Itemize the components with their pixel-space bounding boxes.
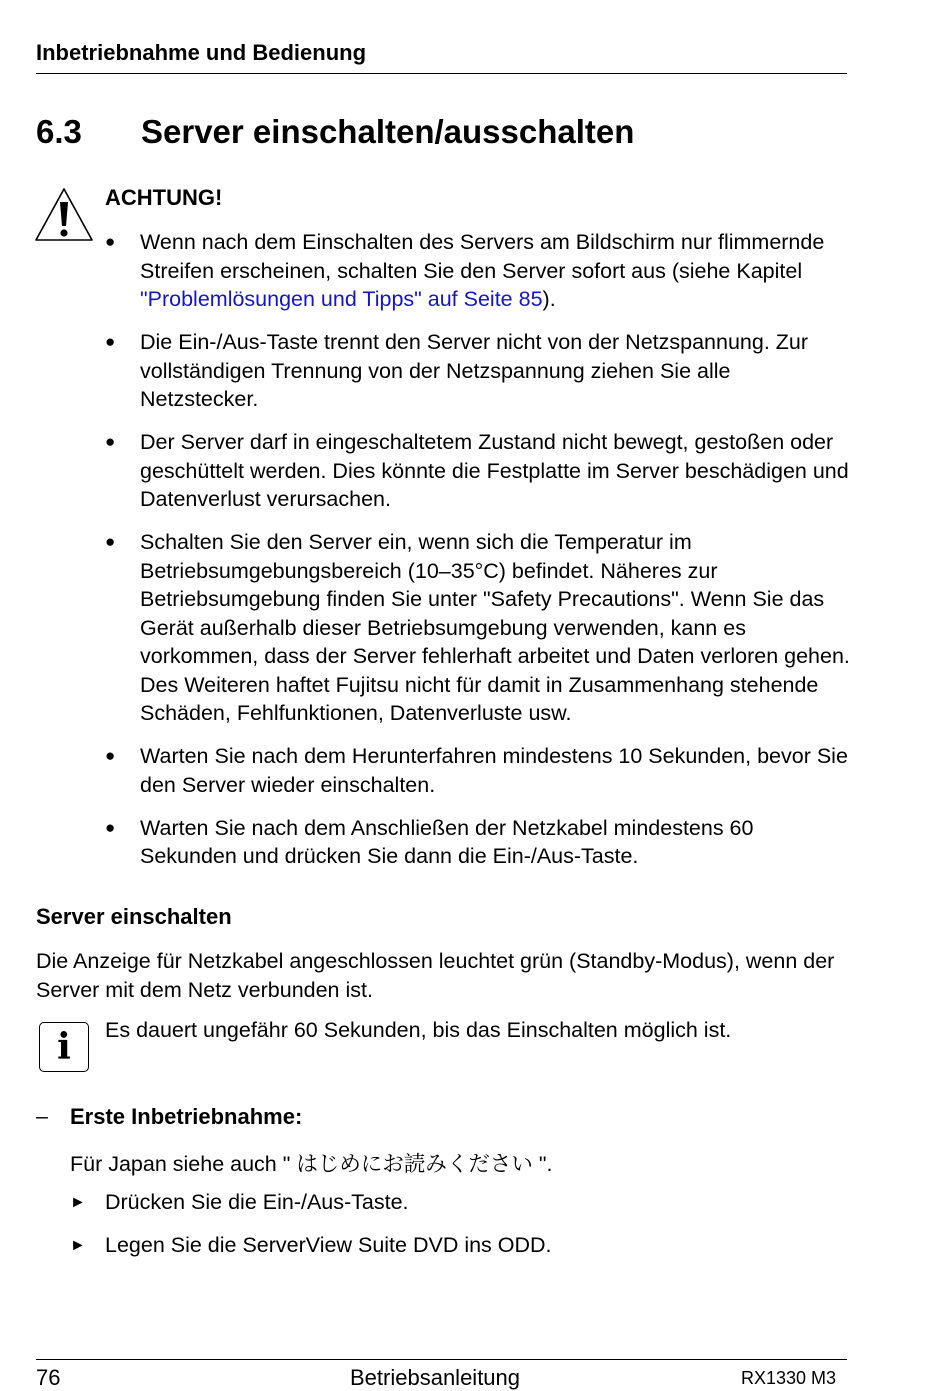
dash-marker: – bbox=[36, 1104, 48, 1128]
step-text: Drücken Sie die Ein-/Aus-Taste. bbox=[105, 1190, 409, 1214]
caution-item-text: Schalten Sie den Server ein, wenn sich die Temperatur im Betriebsumgebungsbereich (10–35°C) befindet. Näheres zur Betriebsumgebung finden Sie unter "Safety Precautions". Wenn Sie das Gerät außerhalb dieser Betriebsumgebung verwenden, kann es vorkommen, dass der Server fehlerhaft arbeitet und Daten verloren gehen. Des Weiteren haftet Fujitsu nicht für damit in Zusammenhang stehende Schäden, Fehlfunktionen, Datenverluste usw. bbox=[140, 530, 850, 725]
caution-title: ACHTUNG! bbox=[105, 185, 223, 210]
caution-list bbox=[105, 228, 850, 885]
step-item bbox=[70, 1233, 552, 1258]
cross-reference-link[interactable]: "Problemlösungen und Tipps" auf Seite 85 bbox=[140, 287, 543, 311]
warning-icon bbox=[33, 186, 95, 244]
subsection-heading: Server einschalten bbox=[36, 904, 232, 929]
caution-item bbox=[105, 742, 850, 799]
bullet-icon: ● bbox=[105, 746, 116, 765]
caution-item bbox=[105, 814, 850, 871]
info-note: Es dauert ungefähr 60 Sekunden, bis das Einschalten möglich ist. bbox=[105, 1018, 732, 1042]
caution-item-text: Warten Sie nach dem Herunterfahren mindestens 10 Sekunden, bevor Sie den Server wieder einschalten. bbox=[140, 744, 848, 797]
caution-item-text: Die Ein-/Aus-Taste trennt den Server nicht von der Netzspannung. Zur vollständigen Trennung von der Netzspannung ziehen Sie alle Netzstecker. bbox=[140, 330, 809, 411]
caution-item bbox=[105, 428, 850, 514]
bullet-icon: ● bbox=[105, 532, 116, 551]
step-text: Legen Sie die ServerView Suite DVD ins ODD. bbox=[105, 1233, 552, 1257]
first-use-title: Erste Inbetriebnahme: bbox=[70, 1104, 303, 1129]
caution-item bbox=[105, 528, 850, 728]
caution-item bbox=[105, 328, 850, 414]
triangle-arrow-icon: ► bbox=[70, 1237, 86, 1254]
footer-rule bbox=[36, 1359, 847, 1360]
bullet-icon: ● bbox=[105, 332, 116, 351]
japan-note: Für Japan siehe auch " はじめにお読みください ". bbox=[70, 1152, 553, 1176]
caution-item-text-end: ). bbox=[542, 287, 556, 311]
running-header: Inbetriebnahme und Bedienung bbox=[36, 40, 367, 65]
caution-item-text: Der Server darf in eingeschaltetem Zustand nicht bewegt, gestoßen oder geschüttelt werden. Dies könnte die Festplatte im Server beschädigen und Datenverlust verursachen. bbox=[140, 430, 849, 511]
section-number: 6.3 bbox=[36, 113, 82, 150]
caution-item bbox=[105, 228, 850, 314]
bullet-icon: ● bbox=[105, 817, 116, 837]
bullet-icon: ● bbox=[105, 232, 116, 251]
bullet-icon: ● bbox=[105, 432, 116, 451]
document-title: Betriebsanleitung bbox=[350, 1365, 521, 1390]
page-number: 76 bbox=[36, 1365, 61, 1390]
info-icon: i bbox=[39, 1022, 89, 1072]
section-title: Server einschalten/ausschalten bbox=[141, 113, 635, 150]
caution-item-text: Warten Sie nach dem Anschließen der Netzkabel mindestens 60 Sekunden und drücken Sie dann die Ein-/Aus-Taste. bbox=[140, 815, 754, 868]
step-item bbox=[70, 1190, 409, 1215]
body-paragraph: Die Anzeige für Netzkabel angeschlossen leuchtet grün (Standby-Modus), wenn der Server mit dem Netz verbunden ist. bbox=[36, 949, 835, 1002]
caution-item-text: Wenn nach dem Einschalten des Servers am Bildschirm nur flimmernde Streifen erscheinen, schalten Sie den Server sofort aus (siehe Kapitel bbox=[140, 230, 825, 283]
header-rule bbox=[36, 73, 847, 74]
triangle-arrow-icon: ► bbox=[70, 1194, 86, 1211]
model-name: RX1330 M3 bbox=[741, 1368, 837, 1388]
